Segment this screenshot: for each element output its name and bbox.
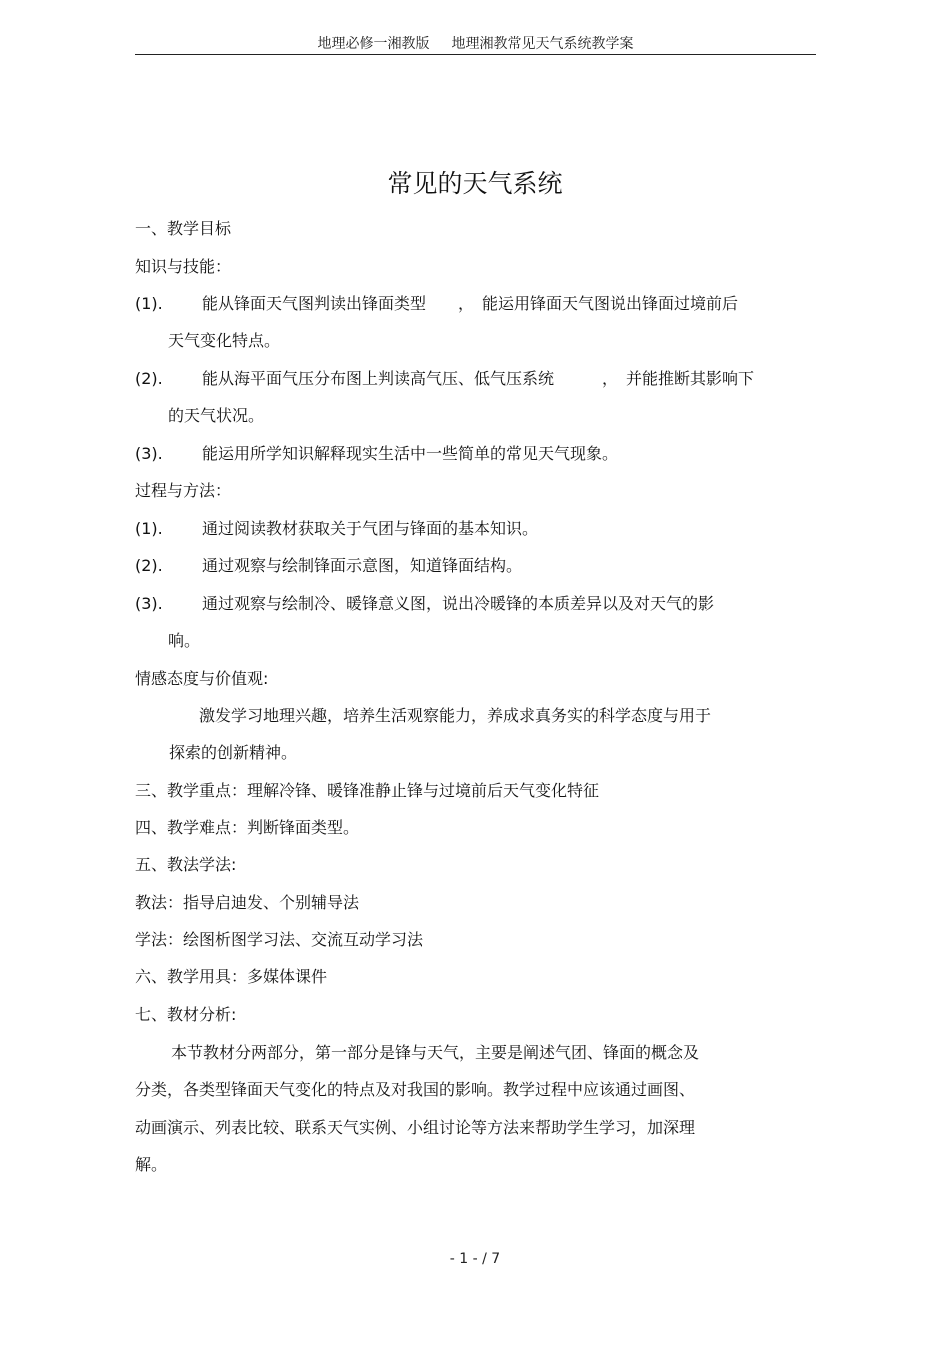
knowledge-item-1-text: 能从锋面天气图判读出锋面类型 ， 能运用锋面天气图说出锋面过境前后: [202, 294, 739, 313]
emotion-continuation: 探索的创新精神。: [169, 743, 298, 762]
page-header: [135, 34, 816, 55]
process-item-2-text: 通过观察与绘制锋面示意图，知道锋面结构。: [202, 556, 523, 575]
page-number: - 1 - / 7: [449, 1251, 501, 1267]
knowledge-item-3-text: 能运用所学知识解释现实生活中一些简单的常见天气现象。: [202, 444, 619, 463]
section-textbook-analysis: 七、教材分析:: [135, 1005, 237, 1024]
analysis-line-1: 本节教材分两部分，第一部分是锋与天气，主要是阐述气团、锋面的概念及: [171, 1043, 700, 1062]
section-teaching-goals: 一、教学目标: [135, 219, 232, 238]
analysis-line-2: 分类，各类型锋面天气变化的特点及对我国的影响。教学过程中应该通过画图、: [135, 1080, 696, 1099]
knowledge-item-2-number: (2).: [135, 369, 163, 388]
subsection-process-methods: 过程与方法：: [135, 481, 232, 500]
knowledge-item-2-text: 能从海平面气压分布图上判读高气压、低气压系统 ， 并能推断其影响下: [202, 369, 755, 388]
section-difficult-points: 四、教学难点：判断锋面类型。: [135, 818, 360, 837]
section-key-points: 三、教学重点：理解冷锋、暖锋准静止锋与过境前后天气变化特征: [135, 781, 600, 800]
document-title: 常见的天气系统: [387, 169, 563, 198]
teaching-method: 教法：指导启迪发、个别辅导法: [135, 893, 360, 912]
subsection-emotion-values: 情感态度与价值观:: [135, 669, 269, 688]
knowledge-item-1-continuation: 天气变化特点。: [168, 331, 281, 350]
process-item-3-text: 通过观察与绘制冷、暖锋意义图，说出冷暖锋的本质差异以及对天气的影: [202, 594, 715, 613]
header-course: 地理必修一湘教版: [317, 36, 430, 52]
header-doc-name: 地理湘教常见天气系统教学案: [451, 36, 634, 52]
knowledge-item-1-number: (1).: [135, 294, 163, 313]
process-item-1-number: (1).: [135, 519, 163, 538]
knowledge-item-3-number: (3).: [135, 444, 163, 463]
process-item-3-number: (3).: [135, 594, 163, 613]
learning-method: 学法：绘图析图学习法、交流互动学习法: [135, 930, 424, 949]
analysis-line-3: 动画演示、列表比较、联系天气实例、小组讨论等方法来帮助学生学习，加深理: [135, 1118, 696, 1137]
section-methods: 五、教法学法:: [135, 855, 237, 874]
process-item-2-number: (2).: [135, 556, 163, 575]
analysis-line-4: 解。: [135, 1155, 168, 1174]
section-teaching-tools: 六、教学用具：多媒体课件: [135, 967, 328, 986]
process-item-1-text: 通过阅读教材获取关于气团与锋面的基本知识。: [202, 519, 539, 538]
process-item-3-continuation: 响。: [168, 631, 201, 650]
knowledge-item-2-continuation: 的天气状况。: [168, 406, 265, 425]
emotion-text: 激发学习地理兴趣，培养生活观察能力，养成求真务实的科学态度与用于: [199, 706, 712, 725]
subsection-knowledge-skills: 知识与技能：: [135, 257, 232, 276]
